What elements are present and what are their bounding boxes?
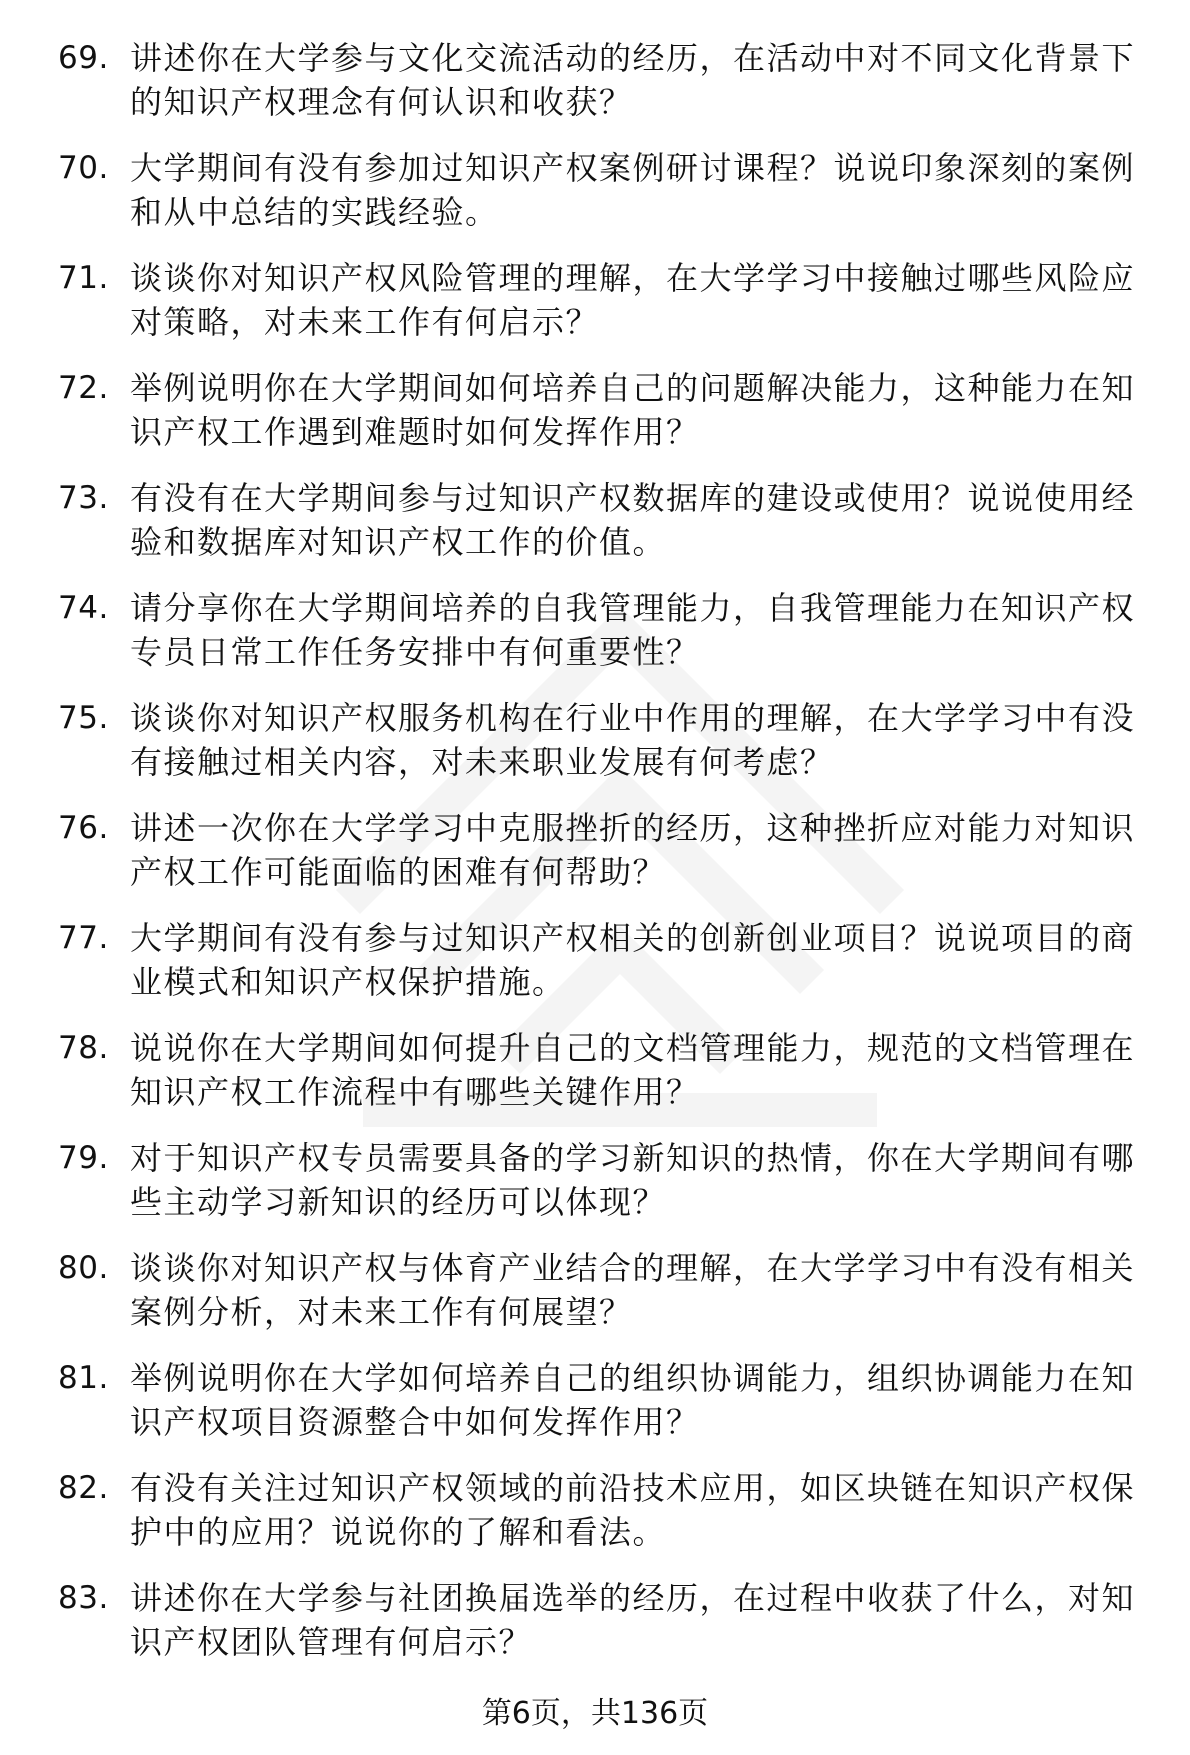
list-item — [58, 1356, 1148, 1466]
question-text: 大学期间有没有参与过知识产权相关的创新创业项目？说说项目的商业模式和知识产权保护措施。 — [130, 919, 1136, 1001]
question-text: 谈谈你对知识产权风险管理的理解，在大学学习中接触过哪些风险应对策略，对未来工作有何启示？ — [130, 259, 1136, 341]
list-item — [58, 806, 1148, 916]
question-text: 举例说明你在大学如何培养自己的组织协调能力，组织协调能力在知识产权项目资源整合中如何发挥作用？ — [130, 1359, 1136, 1441]
page-footer — [0, 1694, 1190, 1734]
question-text: 对于知识产权专员需要具备的学习新知识的热情，你在大学期间有哪些主动学习新知识的经历可以体现？ — [130, 1139, 1136, 1221]
question-number: 72. — [58, 370, 109, 406]
question-number: 70. — [58, 150, 109, 186]
list-item — [58, 36, 1148, 146]
question-number: 80. — [58, 1250, 109, 1286]
question-number: 76. — [58, 810, 109, 846]
question-text: 大学期间有没有参加过知识产权案例研讨课程？说说印象深刻的案例和从中总结的实践经验。 — [130, 149, 1136, 231]
list-item — [58, 1136, 1148, 1246]
list-item — [58, 916, 1148, 1026]
question-number: 82. — [58, 1470, 109, 1506]
list-item — [58, 1466, 1148, 1576]
list-item — [58, 1246, 1148, 1356]
question-text: 举例说明你在大学期间如何培养自己的问题解决能力，这种能力在知识产权工作遇到难题时如何发挥作用？ — [130, 369, 1136, 451]
list-item — [58, 586, 1148, 696]
question-number: 74. — [58, 590, 109, 626]
list-item — [58, 1026, 1148, 1136]
question-text: 请分享你在大学期间培养的自我管理能力，自我管理能力在知识产权专员日常工作任务安排中有何重要性？ — [130, 589, 1136, 671]
list-item — [58, 366, 1148, 476]
question-number: 75. — [58, 700, 109, 736]
question-number: 81. — [58, 1360, 109, 1396]
question-text: 有没有在大学期间参与过知识产权数据库的建设或使用？说说使用经验和数据库对知识产权工作的价值。 — [130, 479, 1136, 561]
question-number: 77. — [58, 920, 109, 956]
question-number: 73. — [58, 480, 109, 516]
list-item — [58, 256, 1148, 366]
question-number: 78. — [58, 1030, 109, 1066]
question-number: 71. — [58, 260, 109, 296]
list-item — [58, 1576, 1148, 1686]
question-text: 讲述你在大学参与文化交流活动的经历，在活动中对不同文化背景下的知识产权理念有何认识和收获？ — [130, 39, 1136, 121]
question-number: 79. — [58, 1140, 109, 1176]
question-text: 讲述一次你在大学学习中克服挫折的经历，这种挫折应对能力对知识产权工作可能面临的困难有何帮助？ — [130, 809, 1136, 891]
list-item — [58, 146, 1148, 256]
question-list — [58, 36, 1148, 1686]
question-number: 83. — [58, 1580, 109, 1616]
question-text: 讲述你在大学参与社团换届选举的经历，在过程中收获了什么，对知识产权团队管理有何启示？ — [130, 1579, 1136, 1661]
list-item — [58, 476, 1148, 586]
list-item — [58, 696, 1148, 806]
question-text: 有没有关注过知识产权领域的前沿技术应用，如区块链在知识产权保护中的应用？说说你的了解和看法。 — [130, 1469, 1136, 1551]
page-number-label: 第6页，共136页 — [481, 1696, 709, 1731]
question-text: 谈谈你对知识产权服务机构在行业中作用的理解，在大学学习中有没有接触过相关内容，对未来职业发展有何考虑？ — [130, 699, 1136, 781]
question-text: 谈谈你对知识产权与体育产业结合的理解，在大学学习中有没有相关案例分析，对未来工作有何展望？ — [130, 1249, 1136, 1331]
question-number: 69. — [58, 40, 109, 76]
question-text: 说说你在大学期间如何提升自己的文档管理能力，规范的文档管理在知识产权工作流程中有哪些关键作用？ — [130, 1029, 1136, 1111]
